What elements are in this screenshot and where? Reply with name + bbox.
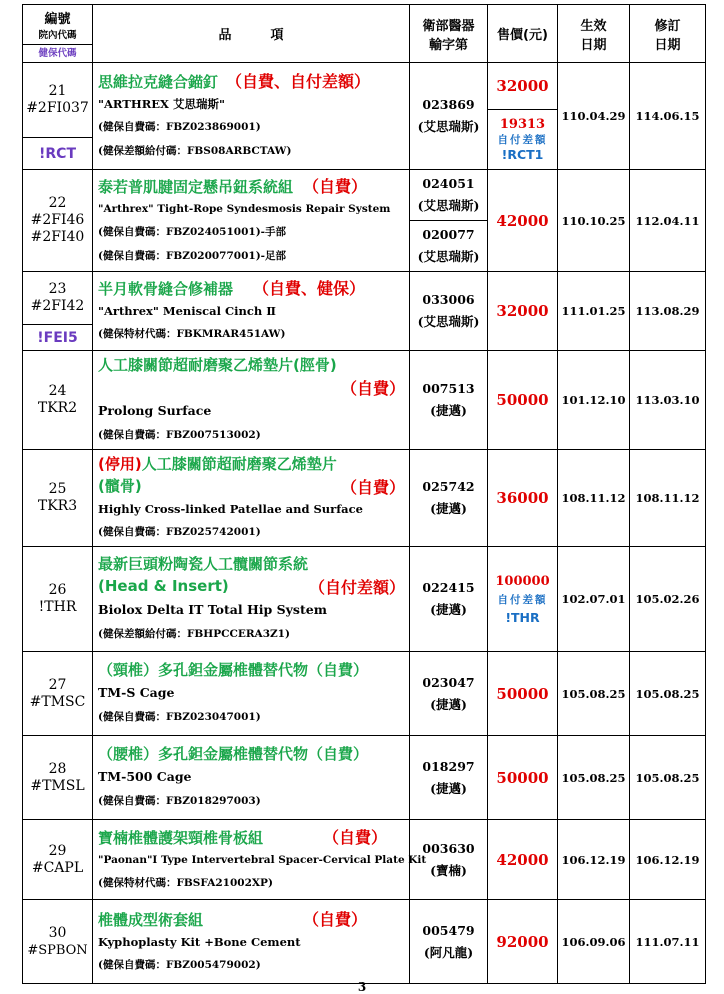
insurance-code-text: (健保自費碼：FBZ005479002) — [98, 958, 261, 971]
effective-date: 105.08.25 — [558, 652, 630, 736]
price-badge: !RCT1 — [501, 147, 544, 162]
revised-date: 113.08.29 — [630, 272, 706, 351]
item-name-zh: 寶楠椎體護架頸椎骨板組 — [98, 828, 264, 847]
revised-date: 105.08.25 — [630, 652, 706, 736]
price-value: 42000 — [488, 820, 558, 900]
item-name-zh: 最新巨頭粉陶瓷人工髖關節系統 — [98, 554, 309, 573]
row-number: 27 — [48, 676, 67, 693]
registration-cell — [410, 272, 488, 351]
hospital-code: #2FI46 — [30, 212, 85, 228]
item-name-en: "Arthrex" Tight-Rope Syndesmosis Repair System — [98, 202, 391, 215]
table-row — [23, 820, 706, 900]
registration-number: 018297 — [422, 758, 475, 774]
registration-label-2: 輸字第 — [428, 37, 468, 53]
code-cell — [23, 900, 93, 984]
effective-label-1: 生效 — [580, 18, 607, 34]
code-cell — [23, 820, 93, 900]
item-cell — [93, 450, 410, 547]
insurance-code-text: (健保自費碼：FBZ020077001)-足部 — [98, 249, 287, 262]
hospital-code: #2FI037 — [26, 100, 89, 116]
header-registration — [410, 5, 488, 63]
price-value: 50000 — [488, 351, 558, 450]
row-number: 29 — [48, 842, 67, 859]
price-cell — [488, 547, 558, 652]
row-number: 22 — [48, 195, 67, 211]
insurance-code-text: (健保特材代碼：FBKMRAR451AW) — [98, 328, 286, 340]
insurance-code-text: (健保自費碼：FBZ024051001)-手部 — [98, 225, 287, 238]
item-name-en: Biolox Delta IT Total Hip System — [98, 601, 327, 617]
registration-cell — [410, 351, 488, 450]
revised-date: 114.06.15 — [630, 63, 706, 170]
table-row — [23, 170, 706, 272]
registration-company: (捷邁) — [430, 602, 467, 617]
insurance-code-text: (健保自費碼：FBZ007513002) — [98, 428, 261, 441]
registration-number: 033006 — [422, 292, 475, 307]
table-row — [23, 900, 706, 984]
item-cell — [93, 736, 410, 820]
item-cell — [93, 272, 410, 351]
item-name-zh-cont: (Head & Insert) — [98, 576, 229, 595]
item-name-zh: 人工膝關節超耐磨聚乙烯墊片(脛骨) — [98, 355, 337, 374]
registration-number: 024051 — [422, 176, 475, 191]
code-cell — [23, 736, 93, 820]
item-name-zh: 思維拉克縫合錨釘 — [98, 73, 219, 91]
effective-date: 108.11.12 — [558, 450, 630, 547]
header-effective — [558, 5, 630, 63]
code-cell — [23, 547, 93, 652]
price-table — [22, 4, 706, 984]
row-number: 26 — [48, 582, 67, 598]
insurance-code-text: (健保特材代碼：FBSFA21002XP) — [98, 876, 273, 889]
registration-company: (艾思瑞斯) — [417, 314, 480, 329]
table-row — [23, 736, 706, 820]
payment-tag: （自費） — [303, 176, 368, 196]
insurance-code-badge: !FEI5 — [37, 329, 78, 346]
hospital-code: #2FI42 — [30, 298, 85, 314]
item-name-en: Kyphoplasty Kit +Bone Cement — [98, 934, 301, 949]
price-value: 92000 — [488, 900, 558, 984]
revised-date: 113.03.10 — [630, 351, 706, 450]
payment-tag: （自費） — [303, 909, 368, 929]
revised-date: 106.12.19 — [630, 820, 706, 900]
registration-number: 023047 — [422, 674, 475, 690]
price-value: 42000 — [488, 170, 558, 272]
header-item: 品 項 — [93, 5, 410, 63]
item-name-en: TM-S Cage — [98, 684, 175, 700]
price-value-secondary: 19313 — [499, 117, 546, 132]
item-name-zh: 椎體成型術套組 — [98, 910, 204, 929]
registration-company: (寶楠) — [430, 862, 467, 878]
code-cell — [23, 63, 93, 170]
code-cell — [23, 652, 93, 736]
hospital-code: TKR2 — [37, 400, 78, 416]
registration-company: (捷邁) — [430, 403, 467, 418]
item-name-zh: 人工膝關節超耐磨聚乙烯墊片 — [141, 454, 337, 473]
hospital-code: #TMSL — [30, 777, 85, 794]
price-value: 50000 — [488, 652, 558, 736]
item-name-zh: 半月軟骨縫合修補器 — [98, 280, 234, 298]
price-badge: !THR — [505, 609, 540, 625]
effective-date: 101.12.10 — [558, 351, 630, 450]
insurance-code-badge: !RCT — [39, 145, 76, 162]
item-cell — [93, 170, 410, 272]
table-row — [23, 63, 706, 170]
item-name-zh: （頸椎）多孔鉭金屬椎體替代物（自費） — [98, 660, 369, 679]
item-name-zh-cont: (髕骨) — [98, 476, 142, 495]
registration-cell — [410, 63, 488, 170]
revised-date: 105.02.26 — [630, 547, 706, 652]
header-price: 售價(元) — [488, 5, 558, 63]
payment-tag: （自費） — [340, 477, 405, 497]
registration-cell — [410, 736, 488, 820]
payment-tag: （自費、健保） — [253, 279, 366, 298]
revised-date: 111.07.11 — [630, 900, 706, 984]
item-cell — [93, 351, 410, 450]
price-value: 32000 — [488, 272, 558, 351]
price-value: 36000 — [488, 450, 558, 547]
registration-number: 020077 — [422, 227, 475, 242]
row-number: 21 — [48, 83, 67, 99]
registration-company: (捷邁) — [430, 780, 467, 796]
item-cell — [93, 820, 427, 900]
effective-date: 106.12.19 — [558, 820, 630, 900]
price-value: 32000 — [496, 77, 549, 95]
header-code — [23, 5, 93, 63]
price-cell — [488, 63, 558, 170]
table-row — [23, 547, 706, 652]
registration-cell — [410, 170, 488, 272]
item-name-en: "Arthrex" Meniscal Cinch Ⅱ — [98, 304, 276, 318]
insurance-code-text: (健保自費碼：FBZ025742001) — [98, 525, 261, 538]
registration-number: 025742 — [422, 479, 475, 494]
item-cell — [93, 547, 410, 652]
effective-label-2: 日期 — [580, 37, 607, 53]
code-cell — [23, 450, 93, 547]
table-row — [23, 351, 706, 450]
registration-company: (艾思瑞斯) — [417, 198, 480, 213]
code-cell — [23, 272, 93, 351]
insurance-code-text: (健保差額給付碼：FBS08ARBCTAW) — [98, 145, 292, 157]
item-name-en: TM-500 Cage — [98, 768, 192, 784]
payment-tag: （自費） — [340, 378, 405, 398]
table-row — [23, 450, 706, 547]
effective-date: 111.01.25 — [558, 272, 630, 351]
row-number: 23 — [48, 281, 67, 297]
registration-label-1: 衛部醫器 — [422, 18, 475, 34]
price-value: 50000 — [488, 736, 558, 820]
item-name-zh: 泰若普肌腱固定懸吊鈕系統組 — [98, 177, 294, 196]
insurance-code-text: (健保差額給付碼：FBHPCCERA3Z1) — [98, 627, 290, 640]
hospital-code: #CAPL — [31, 859, 84, 876]
discontinued-tag: (停用) — [98, 454, 142, 473]
price-note: 自付差額 — [497, 134, 548, 146]
insurance-code-text: (健保自費碼：FBZ023869001) — [98, 121, 261, 133]
registration-cell — [410, 900, 488, 984]
hospital-code-label: 院內代碼 — [23, 27, 92, 45]
hospital-code: #SPBON — [27, 942, 88, 958]
price-note: 自付差額 — [497, 593, 548, 606]
item-name-en: "Paonan"I Type Intervertebral Spacer-Cervical Plate Kit — [98, 853, 427, 866]
code-cell — [23, 170, 93, 272]
price-value: 100000 — [495, 573, 550, 589]
registration-cell — [410, 450, 488, 547]
item-cell — [93, 63, 410, 170]
revised-date: 112.04.11 — [630, 170, 706, 272]
effective-date: 110.10.25 — [558, 170, 630, 272]
insurance-code-label: 健保代碼 — [38, 48, 77, 59]
row-number: 25 — [48, 481, 67, 497]
item-name-zh: （腰椎）多孔鉭金屬椎體替代物（自費） — [98, 744, 369, 763]
registration-number: 005479 — [422, 922, 475, 938]
insurance-code-text: (健保自費碼：FBZ018297003) — [98, 794, 261, 807]
row-number: 28 — [48, 760, 67, 777]
registration-number: 003630 — [422, 840, 475, 856]
registration-company: (艾思瑞斯) — [417, 119, 480, 134]
payment-tag: （自費、自付差額） — [226, 72, 371, 91]
page-number: 3 — [357, 980, 367, 994]
registration-number: 007513 — [422, 381, 475, 396]
item-cell — [93, 652, 410, 736]
item-cell — [93, 900, 410, 984]
revised-label-1: 修訂 — [654, 18, 681, 34]
header-row — [23, 5, 706, 63]
insurance-code-text: (健保自費碼：FBZ023047001) — [98, 710, 261, 723]
effective-date: 106.09.06 — [558, 900, 630, 984]
registration-company: (捷邁) — [430, 501, 467, 516]
registration-company: (捷邁) — [430, 696, 467, 712]
item-name-en: Prolong Surface — [98, 402, 212, 418]
row-number: 30 — [48, 924, 67, 941]
payment-tag: （自付差額） — [308, 577, 405, 597]
hospital-code: #TMSC — [29, 693, 86, 710]
registration-company: (阿凡龍) — [423, 944, 474, 960]
registration-cell — [410, 652, 488, 736]
row-number: 24 — [48, 383, 67, 399]
registration-number: 023869 — [422, 97, 475, 112]
registration-company: (艾思瑞斯) — [417, 249, 480, 264]
item-name-en: Highly Cross-linked Patellae and Surface — [98, 501, 363, 516]
table-row — [23, 272, 706, 351]
revised-date: 108.11.12 — [630, 450, 706, 547]
item-name-en: "ARTHREX 艾思瑞斯" — [98, 97, 225, 111]
hospital-code: #2FI40 — [30, 229, 85, 245]
effective-date: 102.07.01 — [558, 547, 630, 652]
registration-cell — [410, 547, 488, 652]
code-cell — [23, 351, 93, 450]
hospital-code: !THR — [38, 599, 77, 615]
revised-label-2: 日期 — [654, 37, 681, 53]
hospital-code: TKR3 — [37, 498, 78, 514]
effective-date: 105.08.25 — [558, 736, 630, 820]
effective-date: 110.04.29 — [558, 63, 630, 170]
payment-tag: （自費） — [323, 827, 388, 847]
registration-number: 022415 — [422, 580, 475, 595]
table-row — [23, 652, 706, 736]
code-label: 編號 — [44, 12, 71, 27]
revised-date: 105.08.25 — [630, 736, 706, 820]
header-revised — [630, 5, 706, 63]
